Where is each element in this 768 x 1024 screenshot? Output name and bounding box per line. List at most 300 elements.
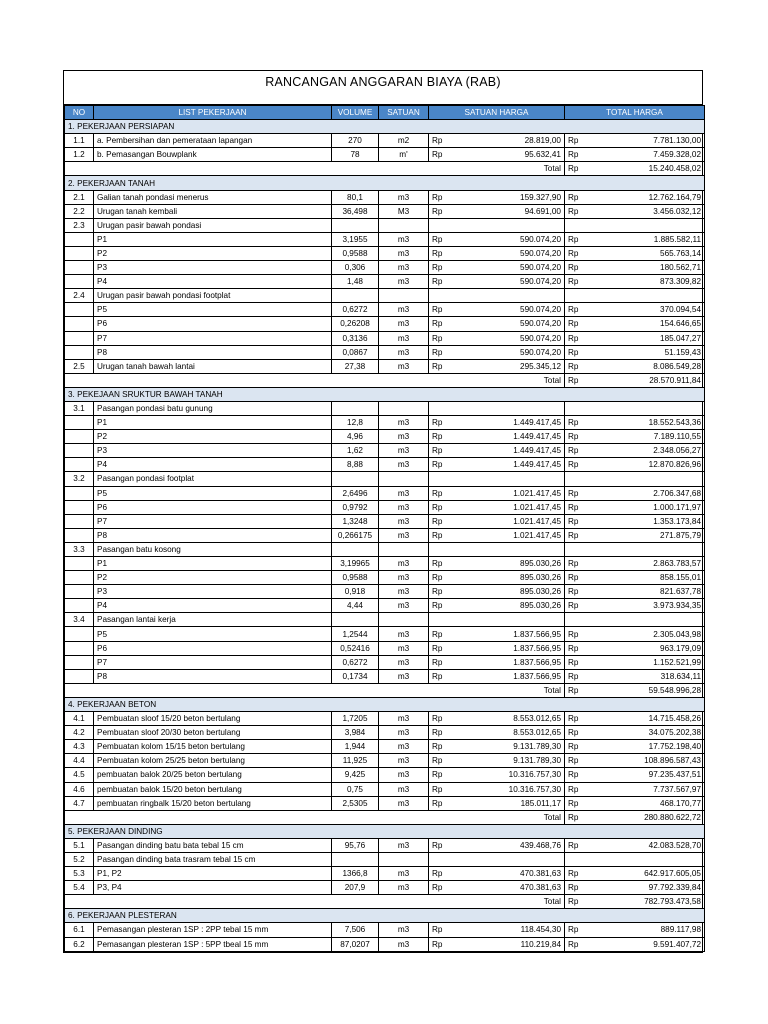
item-description: Pemasangan plesteran 1SP : 5PP tbeal 15 mm	[94, 937, 332, 951]
section-title: 6. PEKERJAAN PLESTERAN	[65, 909, 705, 923]
item-total-harga	[565, 852, 705, 866]
header-list-pekerjaan: LIST PEKERJAAN	[94, 106, 332, 120]
item-satuan-harga	[429, 232, 565, 246]
total-currency: Rp	[568, 432, 579, 442]
total-currency: Rp	[568, 742, 579, 752]
price-value: 590.074,20	[520, 277, 561, 287]
item-total-harga	[565, 881, 705, 895]
total-currency: Rp	[568, 840, 579, 850]
table-row	[65, 444, 705, 458]
price-currency: Rp	[432, 361, 443, 371]
item-description: P7	[94, 655, 332, 669]
item-satuan: m3	[379, 627, 429, 641]
table-row	[65, 514, 705, 528]
item-volume: 1,2544	[332, 627, 379, 641]
item-satuan	[379, 542, 429, 556]
item-volume: 3,19965	[332, 557, 379, 571]
item-total-harga	[565, 289, 705, 303]
table-row	[65, 669, 705, 683]
table-row	[65, 740, 705, 754]
price-currency: Rp	[432, 432, 443, 442]
item-description: Urugan tanah kembali	[94, 204, 332, 218]
item-satuan-harga	[429, 852, 565, 866]
price-value: 10.316.757,30	[508, 784, 561, 794]
item-total-harga	[565, 317, 705, 331]
item-no: 4.4	[65, 754, 94, 768]
item-satuan-harga	[429, 754, 565, 768]
item-total-harga	[565, 134, 705, 148]
item-no	[65, 599, 94, 613]
price-currency: Rp	[432, 671, 443, 681]
section-total-row	[65, 162, 705, 176]
item-total-harga	[565, 500, 705, 514]
item-volume: 0,75	[332, 782, 379, 796]
total-currency: Rp	[568, 643, 579, 653]
item-satuan: m3	[379, 838, 429, 852]
item-satuan: m3	[379, 867, 429, 881]
item-volume: 0,266175	[332, 528, 379, 542]
item-satuan	[379, 613, 429, 627]
total-value: 858.155,01	[660, 573, 701, 583]
price-value: 439.468,76	[520, 840, 561, 850]
item-description: Pembuatan kolom 15/15 beton bertulang	[94, 740, 332, 754]
item-description: P4	[94, 275, 332, 289]
item-satuan: m3	[379, 923, 429, 937]
price-value: 1.449.417,45	[513, 418, 561, 428]
item-description: Galian tanah pondasi menerus	[94, 190, 332, 204]
item-volume: 0,52416	[332, 641, 379, 655]
item-volume: 12,8	[332, 416, 379, 430]
item-satuan-harga	[429, 796, 565, 810]
item-no: 5.3	[65, 867, 94, 881]
item-volume	[332, 218, 379, 232]
item-description: P8	[94, 345, 332, 359]
item-total-harga	[565, 401, 705, 415]
section-total-row	[65, 810, 705, 824]
table-row	[65, 641, 705, 655]
price-value: 159.327,90	[520, 192, 561, 202]
price-currency: Rp	[432, 925, 443, 935]
total-value: 42.083.528,70	[648, 840, 701, 850]
item-volume	[332, 401, 379, 415]
item-no	[65, 275, 94, 289]
price-currency: Rp	[432, 150, 443, 160]
total-currency: Rp	[568, 375, 579, 385]
item-satuan: m3	[379, 655, 429, 669]
price-value: 1.021.417,45	[513, 502, 561, 512]
total-currency: Rp	[568, 192, 579, 202]
total-value: 889.117,98	[660, 925, 701, 935]
item-satuan: m3	[379, 486, 429, 500]
table-row	[65, 190, 705, 204]
table-row	[65, 923, 705, 937]
item-total-harga	[565, 444, 705, 458]
item-no: 4.5	[65, 768, 94, 782]
item-no: 1.1	[65, 134, 94, 148]
item-total-harga	[565, 712, 705, 726]
item-satuan-harga	[429, 430, 565, 444]
item-satuan: m3	[379, 881, 429, 895]
item-total-harga	[565, 937, 705, 951]
total-currency: Rp	[568, 601, 579, 611]
item-total-harga	[565, 768, 705, 782]
price-value: 28.819,00	[524, 136, 561, 146]
section-title: 2. PEKERJAAN TANAH	[65, 176, 705, 190]
price-currency: Rp	[432, 742, 443, 752]
price-currency: Rp	[432, 770, 443, 780]
price-value: 895.030,26	[520, 587, 561, 597]
item-description: P4	[94, 599, 332, 613]
item-satuan: M3	[379, 204, 429, 218]
item-satuan-harga	[429, 542, 565, 556]
price-value: 10.316.757,30	[508, 770, 561, 780]
item-satuan: m3	[379, 232, 429, 246]
item-description: Pemasangan plesteran 1SP : 2PP tebal 15 mm	[94, 923, 332, 937]
item-total-harga	[565, 528, 705, 542]
total-value: 2.706.347,68	[653, 488, 701, 498]
total-harga-cell	[565, 683, 705, 697]
item-volume: 8,88	[332, 458, 379, 472]
item-description: P3	[94, 261, 332, 275]
document-title: RANCANGAN ANGGARAN BIAYA (RAB)	[64, 71, 702, 105]
item-volume	[332, 542, 379, 556]
price-value: 590.074,20	[520, 333, 561, 343]
item-volume	[332, 613, 379, 627]
total-currency: Rp	[568, 333, 579, 343]
item-satuan-harga	[429, 923, 565, 937]
item-total-harga	[565, 486, 705, 500]
item-total-harga	[565, 655, 705, 669]
price-currency: Rp	[432, 319, 443, 329]
price-currency: Rp	[432, 502, 443, 512]
total-currency: Rp	[568, 925, 579, 935]
table-row	[65, 782, 705, 796]
total-value: 1.152.521,99	[653, 657, 701, 667]
subsection-row	[65, 401, 705, 415]
item-no	[65, 528, 94, 542]
item-description: P2	[94, 246, 332, 260]
total-currency: Rp	[568, 305, 579, 315]
item-volume: 207,9	[332, 881, 379, 895]
price-currency: Rp	[432, 629, 443, 639]
table-row	[65, 796, 705, 810]
item-satuan-harga	[429, 528, 565, 542]
total-currency: Rp	[568, 812, 579, 822]
item-description: b. Pemasangan Bouwplank	[94, 148, 332, 162]
item-total-harga	[565, 542, 705, 556]
price-value: 1.449.417,45	[513, 432, 561, 442]
total-currency: Rp	[568, 629, 579, 639]
price-value: 8.553.012,65	[513, 728, 561, 738]
total-currency: Rp	[568, 671, 579, 681]
price-value: 185.011,17	[520, 798, 561, 808]
item-description: Pembuatan sloof 15/20 beton bertulang	[94, 712, 332, 726]
item-satuan: m3	[379, 303, 429, 317]
price-value: 9.131.789,30	[513, 756, 561, 766]
item-satuan: m3	[379, 768, 429, 782]
item-satuan-harga	[429, 303, 565, 317]
item-total-harga	[565, 458, 705, 472]
item-satuan-harga	[429, 641, 565, 655]
total-value: 7.781.130,00	[653, 136, 701, 146]
item-volume: 80,1	[332, 190, 379, 204]
item-no	[65, 458, 94, 472]
item-satuan	[379, 852, 429, 866]
item-total-harga	[565, 514, 705, 528]
item-satuan-harga	[429, 867, 565, 881]
total-currency: Rp	[568, 559, 579, 569]
subsection-row	[65, 542, 705, 556]
item-satuan: m3	[379, 359, 429, 373]
item-satuan-harga	[429, 500, 565, 514]
item-no: 2.5	[65, 359, 94, 373]
header-volume: VOLUME	[332, 106, 379, 120]
total-currency: Rp	[568, 319, 579, 329]
section-total-row	[65, 373, 705, 387]
total-blank	[65, 683, 429, 697]
item-no	[65, 500, 94, 514]
item-no	[65, 514, 94, 528]
item-total-harga	[565, 190, 705, 204]
item-volume: 95,76	[332, 838, 379, 852]
item-total-harga	[565, 204, 705, 218]
price-currency: Rp	[432, 446, 443, 456]
item-satuan: m3	[379, 317, 429, 331]
item-no: 2.2	[65, 204, 94, 218]
price-value: 1.021.417,45	[513, 530, 561, 540]
item-volume: 0,9588	[332, 246, 379, 260]
item-no	[65, 571, 94, 585]
item-description: P8	[94, 528, 332, 542]
price-value: 295.345,12	[520, 361, 561, 371]
table-row	[65, 148, 705, 162]
price-value: 590.074,20	[520, 305, 561, 315]
item-no: 6.2	[65, 937, 94, 951]
item-description: P2	[94, 430, 332, 444]
item-volume: 9,425	[332, 768, 379, 782]
item-satuan-harga	[429, 514, 565, 528]
table-row	[65, 754, 705, 768]
price-value: 95.632,41	[524, 150, 561, 160]
item-satuan-harga	[429, 148, 565, 162]
total-value: 2.305.043,98	[653, 629, 701, 639]
item-description: P7	[94, 514, 332, 528]
price-currency: Rp	[432, 136, 443, 146]
item-no: 4.2	[65, 726, 94, 740]
price-value: 590.074,20	[520, 248, 561, 258]
section-title: 3. PEKEJAAN SRUKTUR BAWAH TANAH	[65, 387, 705, 401]
item-volume: 3,984	[332, 726, 379, 740]
total-value: 821.637,78	[660, 587, 701, 597]
total-currency: Rp	[568, 206, 579, 216]
price-value: 1.021.417,45	[513, 488, 561, 498]
item-satuan-harga	[429, 472, 565, 486]
total-label: Total	[429, 810, 565, 824]
item-satuan-harga	[429, 359, 565, 373]
table-row	[65, 712, 705, 726]
item-volume: 0,6272	[332, 655, 379, 669]
item-description: P5	[94, 486, 332, 500]
section-header-row	[65, 120, 705, 134]
total-value: 97.792.339,84	[648, 883, 701, 893]
item-satuan: m3	[379, 500, 429, 514]
total-currency: Rp	[568, 460, 579, 470]
item-volume: 1,3248	[332, 514, 379, 528]
item-volume: 0,0867	[332, 345, 379, 359]
item-satuan-harga	[429, 275, 565, 289]
table-row	[65, 528, 705, 542]
item-volume: 0,9792	[332, 500, 379, 514]
price-value: 590.074,20	[520, 234, 561, 244]
table-row	[65, 557, 705, 571]
item-satuan-harga	[429, 613, 565, 627]
price-value: 470.381,63	[520, 869, 561, 879]
price-value: 94.691,00	[524, 206, 561, 216]
table-row	[65, 655, 705, 669]
table-row	[65, 599, 705, 613]
item-satuan: m'	[379, 148, 429, 162]
total-harga-cell	[565, 810, 705, 824]
item-no	[65, 303, 94, 317]
table-row	[65, 275, 705, 289]
item-satuan	[379, 218, 429, 232]
item-volume: 87,0207	[332, 937, 379, 951]
item-description: P3, P4	[94, 881, 332, 895]
price-currency: Rp	[432, 460, 443, 470]
item-volume: 2,6496	[332, 486, 379, 500]
total-value: 271.875,79	[660, 530, 701, 540]
item-satuan-harga	[429, 585, 565, 599]
item-satuan: m3	[379, 458, 429, 472]
total-harga-cell	[565, 373, 705, 387]
price-currency: Rp	[432, 573, 443, 583]
total-harga-cell	[565, 895, 705, 909]
price-currency: Rp	[432, 728, 443, 738]
table-row	[65, 486, 705, 500]
item-satuan: m3	[379, 754, 429, 768]
item-volume: 1,62	[332, 444, 379, 458]
total-value: 1.353.173,84	[653, 516, 701, 526]
price-value: 895.030,26	[520, 573, 561, 583]
price-value: 8.553.012,65	[513, 714, 561, 724]
section-title: 4. PEKERJAAN BETON	[65, 697, 705, 711]
item-volume: 0,918	[332, 585, 379, 599]
price-value: 895.030,26	[520, 559, 561, 569]
price-currency: Rp	[432, 869, 443, 879]
price-value: 118.454,30	[520, 925, 561, 935]
item-satuan-harga	[429, 331, 565, 345]
total-value: 18.552.543,36	[648, 418, 701, 428]
item-satuan-harga	[429, 881, 565, 895]
total-value: 1.000.171,97	[653, 502, 701, 512]
table-row	[65, 430, 705, 444]
item-satuan: m3	[379, 937, 429, 951]
item-volume: 0,9588	[332, 571, 379, 585]
total-value: 642.917.605,05	[644, 869, 701, 879]
price-value: 1.837.566,95	[513, 629, 561, 639]
price-currency: Rp	[432, 939, 443, 949]
item-total-harga	[565, 232, 705, 246]
section-header-row	[65, 697, 705, 711]
price-value: 590.074,20	[520, 263, 561, 273]
total-currency: Rp	[568, 488, 579, 498]
item-satuan: m3	[379, 796, 429, 810]
item-no	[65, 317, 94, 331]
item-volume	[332, 472, 379, 486]
item-total-harga	[565, 923, 705, 937]
item-description: pembuatan balok 15/20 beton bertulang	[94, 782, 332, 796]
price-currency: Rp	[432, 333, 443, 343]
item-description: pembuatan ringbalk 15/20 beton bertulang	[94, 796, 332, 810]
total-blank	[65, 810, 429, 824]
item-satuan-harga	[429, 190, 565, 204]
item-satuan-harga	[429, 782, 565, 796]
item-description: P6	[94, 317, 332, 331]
item-total-harga	[565, 754, 705, 768]
total-blank	[65, 895, 429, 909]
table-row	[65, 416, 705, 430]
item-volume: 2,5305	[332, 796, 379, 810]
total-currency: Rp	[568, 502, 579, 512]
item-satuan: m3	[379, 444, 429, 458]
item-satuan-harga	[429, 261, 565, 275]
item-satuan-harga	[429, 571, 565, 585]
item-no	[65, 627, 94, 641]
table-row	[65, 881, 705, 895]
item-total-harga	[565, 726, 705, 740]
total-value: 1.885.582,11	[653, 234, 701, 244]
item-satuan-harga	[429, 444, 565, 458]
price-currency: Rp	[432, 840, 443, 850]
item-total-harga	[565, 218, 705, 232]
total-currency: Rp	[568, 234, 579, 244]
item-total-harga	[565, 867, 705, 881]
total-currency: Rp	[568, 657, 579, 667]
price-currency: Rp	[432, 234, 443, 244]
item-satuan	[379, 401, 429, 415]
total-value: 318.634,11	[660, 671, 701, 681]
item-satuan-harga	[429, 838, 565, 852]
item-satuan: m3	[379, 430, 429, 444]
item-no	[65, 345, 94, 359]
price-currency: Rp	[432, 418, 443, 428]
item-no	[65, 557, 94, 571]
item-description: Urugan pasir bawah pondasi footplat	[94, 289, 332, 303]
item-satuan: m3	[379, 275, 429, 289]
price-currency: Rp	[432, 601, 443, 611]
item-total-harga	[565, 472, 705, 486]
total-currency: Rp	[568, 446, 579, 456]
item-volume: 0,306	[332, 261, 379, 275]
item-satuan-harga	[429, 289, 565, 303]
item-no: 5.2	[65, 852, 94, 866]
total-value: 3.456.032,12	[653, 206, 701, 216]
item-volume: 1,944	[332, 740, 379, 754]
item-description: P8	[94, 669, 332, 683]
rab-table	[64, 105, 705, 952]
price-currency: Rp	[432, 248, 443, 258]
item-satuan-harga	[429, 486, 565, 500]
item-no	[65, 655, 94, 669]
price-currency: Rp	[432, 347, 443, 357]
total-currency: Rp	[568, 784, 579, 794]
section-header-row	[65, 176, 705, 190]
total-currency: Rp	[568, 883, 579, 893]
item-description: Pasangan batu kosong	[94, 542, 332, 556]
item-description: P1	[94, 416, 332, 430]
item-no: 4.7	[65, 796, 94, 810]
total-currency: Rp	[568, 418, 579, 428]
